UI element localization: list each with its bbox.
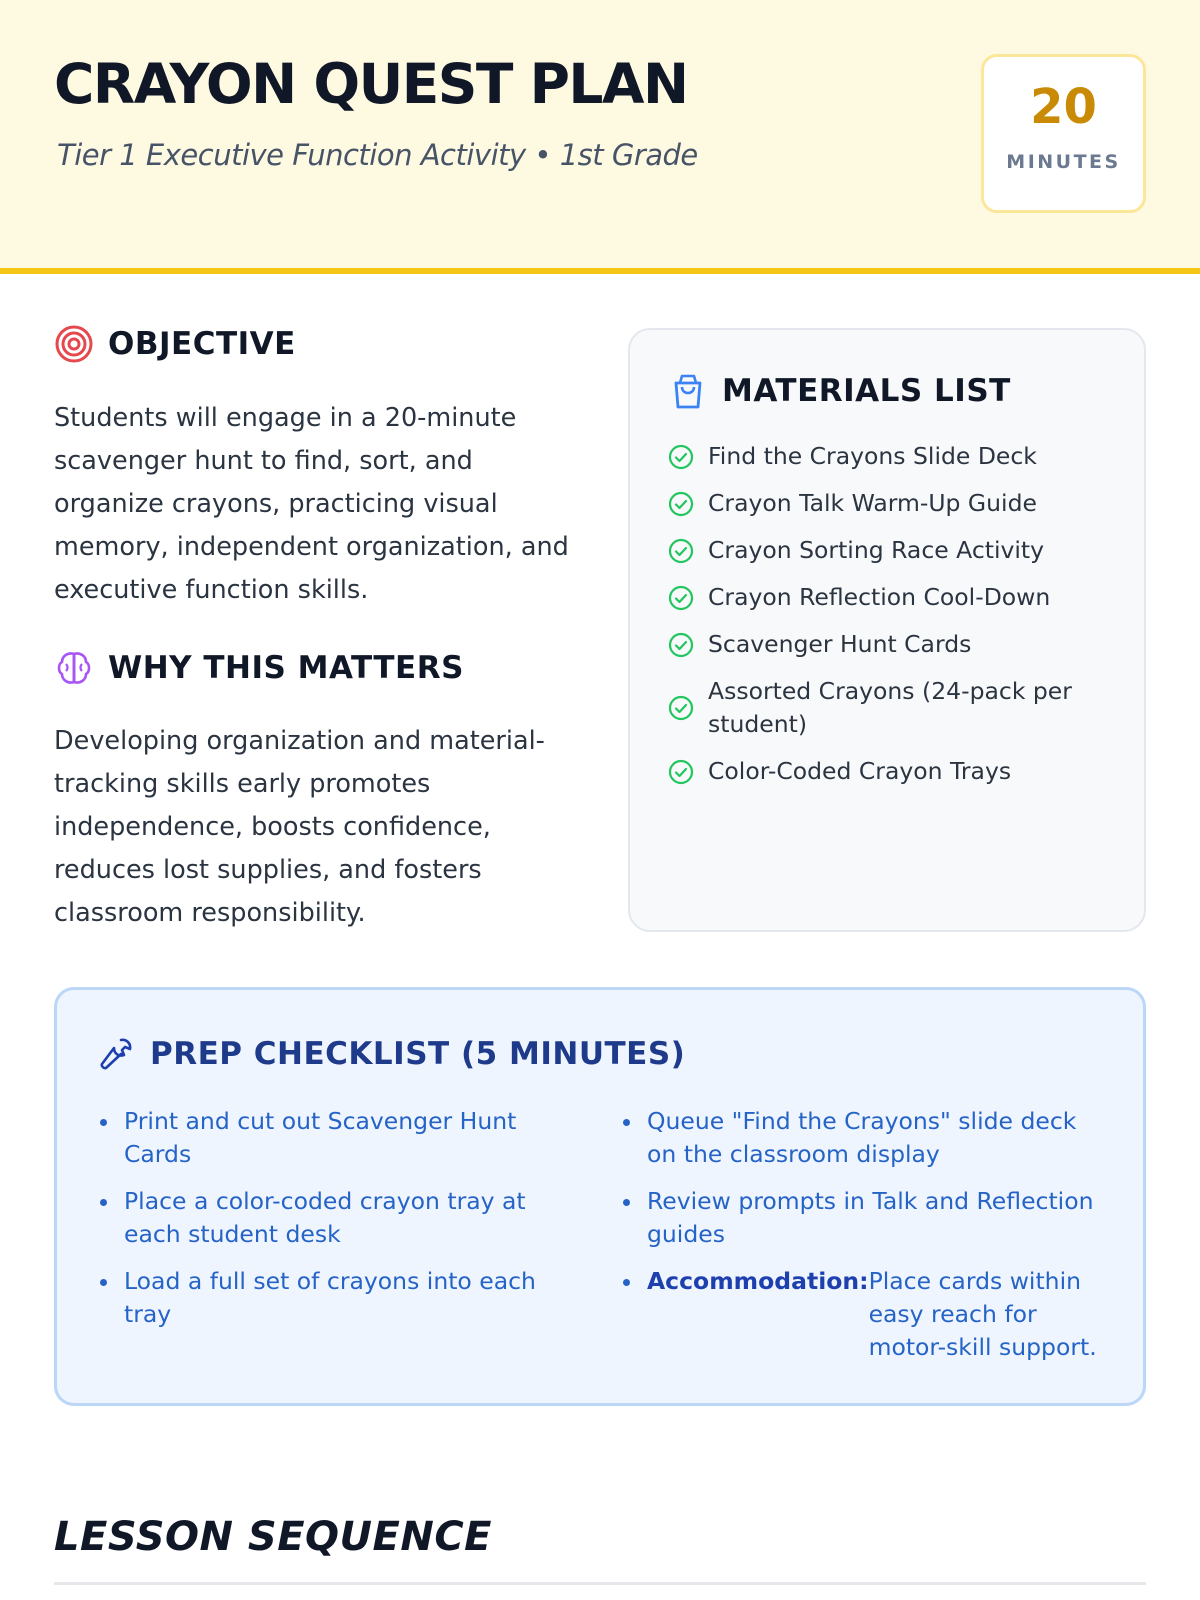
check-circle-icon <box>668 444 694 470</box>
accommodation-label: Accommodation: <box>647 1267 869 1295</box>
material-label: Crayon Reflection Cool-Down <box>708 583 1051 611</box>
list-item <box>668 534 1108 567</box>
prep-heading <box>96 1034 685 1074</box>
material-label: Color-Coded Crayon Trays <box>708 757 1012 785</box>
objective-heading <box>54 324 296 364</box>
why-heading <box>54 648 464 688</box>
section-divider <box>54 1582 1146 1585</box>
list-item: Place a color-coded crayon tray at each student desk <box>98 1185 588 1251</box>
page-subtitle: Tier 1 Executive Function Activity • 1st Grade <box>57 138 698 172</box>
objective-text: Students will engage in a 20-minute scavenger hunt to find, sort, and organize crayons, practicing visual memory, independent organization, and executive function skills. <box>54 403 569 605</box>
check-circle-icon <box>668 585 694 611</box>
material-label: Scavenger Hunt Cards <box>708 630 972 658</box>
check-circle-icon <box>668 632 694 658</box>
materials-heading-label: MATERIALS LIST <box>722 373 1011 409</box>
lesson-sequence-heading: LESSON SEQUENCE <box>54 1514 493 1560</box>
wrench-icon <box>96 1034 136 1074</box>
list-item <box>668 675 1108 741</box>
accommodation-item <box>621 1265 1111 1364</box>
prep-list-left <box>98 1105 588 1345</box>
page-title: CRAYON QUEST PLAN <box>54 52 688 116</box>
list-item: Load a full set of crayons into each tray <box>98 1265 588 1331</box>
duration-unit: MINUTES <box>1006 151 1121 173</box>
material-label: Find the Crayons Slide Deck <box>708 442 1037 470</box>
duration-badge <box>981 54 1146 213</box>
brain-icon <box>54 648 94 688</box>
materials-list <box>668 440 1108 802</box>
list-item <box>668 755 1108 788</box>
check-circle-icon <box>668 491 694 517</box>
objective-heading-label: OBJECTIVE <box>108 326 296 362</box>
list-item <box>668 440 1108 473</box>
material-label: Crayon Sorting Race Activity <box>708 536 1045 564</box>
list-item: Queue "Find the Crayons" slide deck on the classroom display <box>621 1105 1111 1171</box>
list-item <box>668 487 1108 520</box>
check-circle-icon <box>668 759 694 785</box>
list-item <box>668 628 1108 661</box>
why-heading-label: WHY THIS MATTERS <box>108 650 464 686</box>
list-item <box>668 581 1108 614</box>
materials-heading <box>668 371 1011 411</box>
why-text: Developing organization and material-tracking skills early promotes independence, boosts confidence, reduces lost supplies, and fosters classroom responsibility. <box>54 726 545 928</box>
prep-list-right <box>621 1105 1111 1378</box>
material-label: Crayon Talk Warm-Up Guide <box>708 489 1037 517</box>
target-icon <box>54 324 94 364</box>
check-circle-icon <box>668 538 694 564</box>
duration-value: 20 <box>1030 79 1097 135</box>
list-item: Review prompts in Talk and Reflection guides <box>621 1185 1111 1251</box>
material-label: Assorted Crayons (24-pack per student) <box>708 677 1072 738</box>
shopping-bag-icon <box>668 371 708 411</box>
accommodation-text: Place cards within easy reach for motor-skill support. <box>868 1267 1097 1361</box>
page-header <box>0 0 1200 274</box>
list-item: Print and cut out Scavenger Hunt Cards <box>98 1105 588 1171</box>
prep-heading-label: PREP CHECKLIST (5 MINUTES) <box>150 1036 686 1072</box>
check-circle-icon <box>668 695 694 721</box>
